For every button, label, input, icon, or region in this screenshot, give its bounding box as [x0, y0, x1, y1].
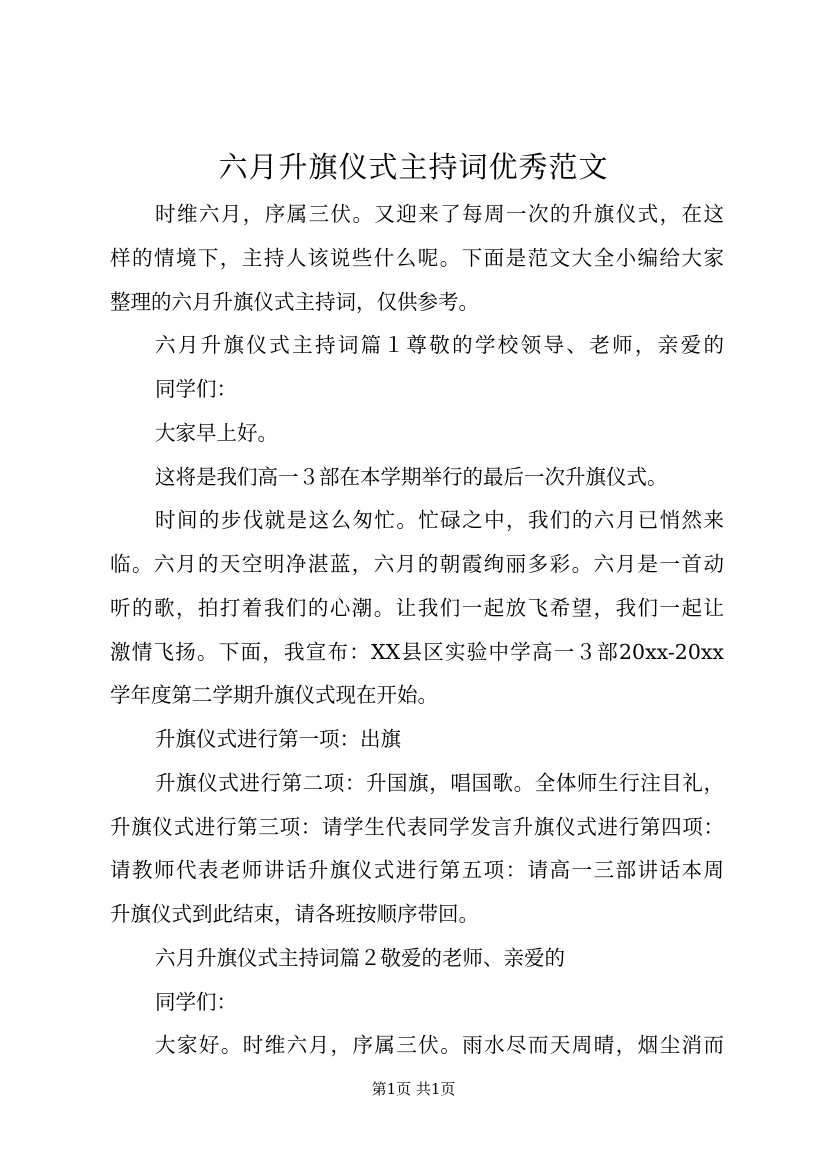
- paragraph-line: 激情飞扬。下面，我宣布：XX县区实验中学高一３部20xx-20xx: [110, 639, 724, 664]
- document-title: 六月升旗仪式主持词优秀范文: [218, 150, 609, 184]
- paragraph-line: 时间的步伐就是这么匆忙。忙碌之中，我们的六月已悄然来: [155, 508, 724, 533]
- paragraph-line: 升旗仪式进行第三项：请学生代表同学发言升旗仪式进行第四项：: [110, 814, 724, 839]
- paragraph-line: 六月升旗仪式主持词篇１尊敬的学校领导、老师，亲爱的: [155, 333, 724, 358]
- paragraph-line: 听的歌，拍打着我们的心潮。让我们一起放飞希望，我们一起让: [110, 595, 724, 620]
- paragraph-line: 这将是我们高一３部在本学期举行的最后一次升旗仪式。: [155, 464, 668, 489]
- paragraph-line: 大家早上好。: [155, 420, 278, 445]
- paragraph-line: 升旗仪式进行第二项：升国旗，唱国歌。全体师生行注目礼，: [155, 770, 724, 795]
- paragraph-line: 整理的六月升旗仪式主持词，仅供参考。: [110, 289, 479, 314]
- paragraph-line: 时维六月，序属三伏。又迎来了每周一次的升旗仪式，在这: [155, 202, 724, 226]
- paragraph-line: 升旗仪式进行第一项：出旗: [155, 727, 401, 751]
- page-number-footer: 第1页 共1页: [371, 1080, 456, 1098]
- paragraph-line: 同学们：: [155, 989, 237, 1014]
- paragraph-line: 样的情境下，主持人该说些什么呢。下面是范文大全小编给大家: [110, 245, 724, 270]
- paragraph-line: 学年度第二学期升旗仪式现在开始。: [110, 683, 438, 708]
- paragraph-line: 临。六月的天空明净湛蓝，六月的朝霞绚丽多彩。六月是一首动: [110, 552, 724, 576]
- paragraph-line: 请教师代表老师讲话升旗仪式进行第五项：请高一三部讲话本周: [110, 858, 724, 883]
- paragraph-line: 升旗仪式到此结束，请各班按顺序带回。: [110, 902, 479, 926]
- paragraph-line: 六月升旗仪式主持词篇２敬爱的老师、亲爱的: [155, 945, 565, 970]
- paragraph-line: 同学们：: [155, 377, 237, 401]
- document-body: [110, 193, 724, 1068]
- paragraph-line: 大家好。时维六月，序属三伏。雨水尽而天周晴，烟尘消而: [155, 1033, 724, 1058]
